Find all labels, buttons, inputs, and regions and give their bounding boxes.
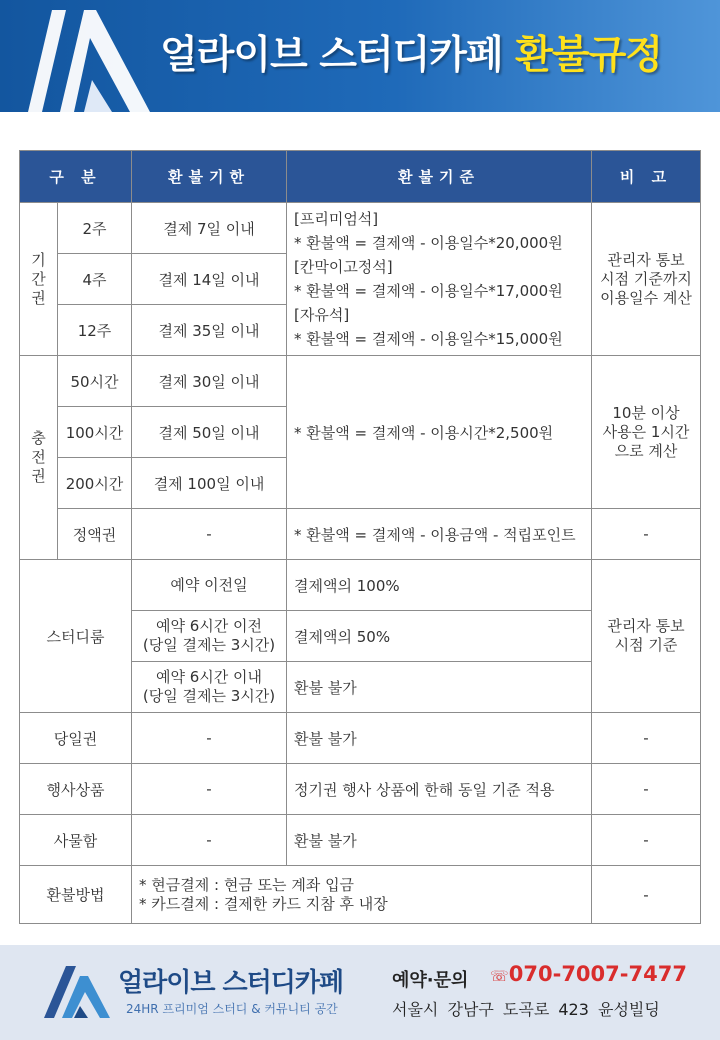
page-title: 얼라이브 스터디카페 환불규정 (160, 33, 662, 78)
item-cell: 2주 (58, 203, 132, 254)
item-cell: 사물함 (20, 815, 132, 866)
group-label-charge (20, 356, 58, 560)
group-label-study-room: 스터디룸 (20, 560, 132, 713)
note-cell: - (592, 713, 701, 764)
table-row (20, 713, 701, 764)
note-line: 으로 계산 (614, 441, 678, 460)
address: 서울시 강남구 도곡로 423 윤성빌딩 (392, 1000, 660, 1019)
criteria-cell: 결제액의 100% (287, 560, 592, 611)
refund-method-cell (132, 866, 592, 924)
deadline-cell (132, 611, 287, 662)
deadline-cell: - (132, 815, 287, 866)
criteria-cell: 환불 불가 (287, 815, 592, 866)
table-row (20, 560, 701, 611)
header-criteria: 환불기준 (287, 151, 592, 203)
header-category: 구 분 (20, 151, 132, 203)
period-note-cell (592, 203, 701, 356)
note-line: 관리자 통보 (607, 250, 685, 269)
phone-text: 070-7007-7477 (508, 962, 687, 986)
table-header-row (20, 151, 701, 203)
table-row (20, 356, 701, 407)
deadline-cell (132, 662, 287, 713)
header-deadline: 환불기한 (132, 151, 287, 203)
deadline-cell: 결제 7일 이내 (132, 203, 287, 254)
item-cell: 4주 (58, 254, 132, 305)
note-line: 관리자 통보 (607, 617, 685, 635)
table-row (20, 203, 701, 254)
footer-tagline: 24HR 프리미엄 스터디 & 커뮤니티 공간 (126, 1002, 338, 1016)
footer-logo-icon (40, 962, 112, 1020)
deadline-cell: - (132, 713, 287, 764)
deadline-cell: 결제 30일 이내 (132, 356, 287, 407)
group-label-text: 기간권 (31, 250, 46, 307)
criteria-line: * 환불액 = 결제액 - 이용일수*20,000원 (294, 234, 563, 252)
deadline-cell: 결제 35일 이내 (132, 305, 287, 356)
table-row (20, 764, 701, 815)
note-line: 10분 이상 (612, 403, 680, 422)
criteria-line: [자유석] (294, 306, 350, 324)
deadline-line: 예약 6시간 이전 (155, 617, 263, 635)
deadline-cell: - (132, 509, 287, 560)
item-cell: 50시간 (58, 356, 132, 407)
brand-logo-icon (0, 0, 170, 112)
note-line: 이용일수 계산 (600, 288, 692, 307)
note-line: 사용은 1시간 (602, 422, 690, 441)
deadline-line: (당일 결제는 3시간) (142, 636, 276, 654)
criteria-cell: 환불 불가 (287, 662, 592, 713)
item-cell: 행사상품 (20, 764, 132, 815)
group-label-period (20, 203, 58, 356)
inquiry-label: 예약·문의 (392, 970, 469, 991)
deadline-cell: 결제 14일 이내 (132, 254, 287, 305)
phone-number[interactable] (490, 962, 687, 986)
note-line: 시점 기준 (614, 636, 678, 654)
note-cell: - (592, 764, 701, 815)
deadline-cell (132, 560, 287, 611)
item-cell: 당일권 (20, 713, 132, 764)
header-note: 비 고 (592, 151, 701, 203)
criteria-cell: 환불 불가 (287, 713, 592, 764)
deadline-line: 예약 이전일 (170, 575, 248, 594)
period-criteria-cell (287, 203, 592, 356)
group-label-text: 충전권 (31, 429, 46, 485)
criteria-cell: 결제액의 50% (287, 611, 592, 662)
title-highlight: 환불규정 (515, 33, 662, 78)
refund-policy-table (19, 150, 701, 924)
charge-note-cell (592, 356, 701, 509)
criteria-cell: 정기권 행사 상품에 한해 동일 기준 적용 (287, 764, 592, 815)
item-cell: 환불방법 (20, 866, 132, 924)
footer-brand: 얼라이브 스터디카페 (118, 968, 344, 998)
item-cell: 정액권 (58, 509, 132, 560)
table-row (20, 815, 701, 866)
criteria-cell: * 환불액 = 결제액 - 이용금액 - 적립포인트 (287, 509, 592, 560)
criteria-line: * 환불액 = 결제액 - 이용일수*15,000원 (294, 330, 563, 348)
item-cell: 200시간 (58, 458, 132, 509)
note-cell: - (592, 815, 701, 866)
table-row (20, 866, 701, 924)
table-row (20, 509, 701, 560)
study-room-note-cell (592, 560, 701, 713)
charge-criteria-cell: * 환불액 = 결제액 - 이용시간*2,500원 (287, 356, 592, 509)
header-banner (0, 0, 720, 112)
deadline-cell: - (132, 764, 287, 815)
criteria-line: [칸막이고정석] (294, 258, 393, 276)
item-cell: 100시간 (58, 407, 132, 458)
criteria-line: [프리미엄석] (294, 210, 379, 228)
deadline-cell: 결제 100일 이내 (132, 458, 287, 509)
note-line: 시점 기준까지 (600, 269, 692, 288)
item-cell: 12주 (58, 305, 132, 356)
note-cell: - (592, 866, 701, 924)
criteria-line: * 환불액 = 결제액 - 이용일수*17,000원 (294, 282, 563, 300)
phone-icon: ☏ (490, 967, 509, 985)
deadline-line: 예약 6시간 이내 (155, 668, 263, 686)
deadline-line: (당일 결제는 3시간) (142, 687, 276, 705)
method-line: * 현금결제 : 현금 또는 계좌 입금 (139, 875, 355, 894)
note-cell: - (592, 509, 701, 560)
deadline-cell: 결제 50일 이내 (132, 407, 287, 458)
method-line: * 카드결제 : 결제한 카드 지참 후 내장 (139, 894, 388, 913)
